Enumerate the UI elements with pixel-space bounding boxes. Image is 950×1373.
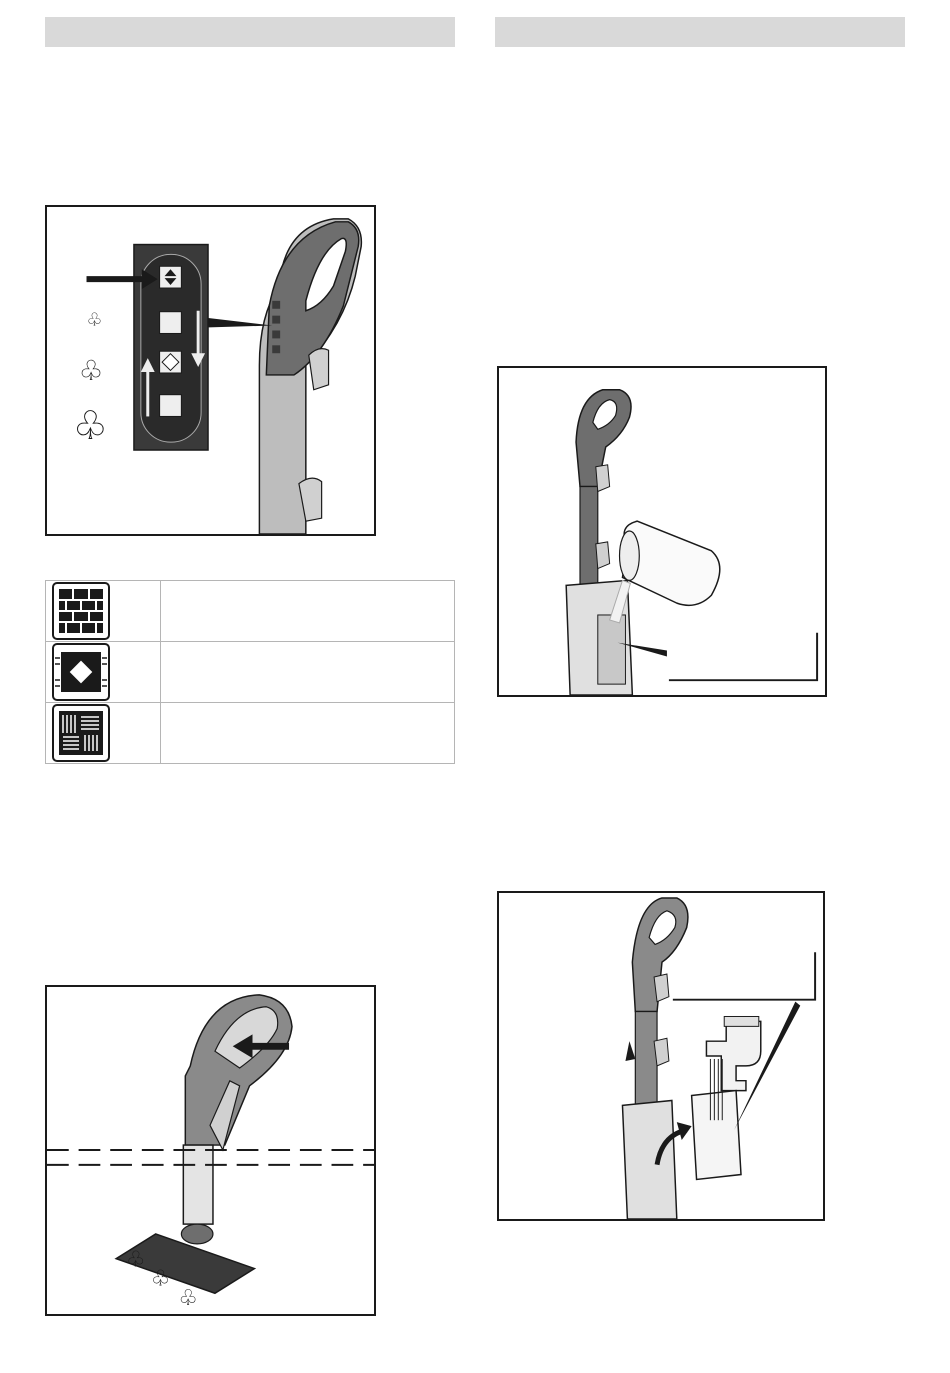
mop-body bbox=[622, 1100, 676, 1219]
mop-joint bbox=[181, 1224, 213, 1244]
control-panel-illustration bbox=[47, 207, 374, 534]
water-tank bbox=[598, 615, 626, 684]
handle-button-3 bbox=[272, 330, 280, 338]
table-row bbox=[46, 703, 455, 764]
brick-icon-cell bbox=[46, 581, 161, 642]
wood-floor-icon bbox=[51, 703, 111, 763]
steam-mode-table bbox=[45, 580, 455, 764]
wood-mode-button bbox=[160, 312, 182, 334]
pitcher-mouth bbox=[620, 531, 640, 580]
tile-floor-icon bbox=[51, 642, 111, 702]
cord-hook-upper bbox=[309, 349, 329, 390]
steam-puff-icon: ♧ bbox=[126, 1247, 146, 1273]
callout-bracket bbox=[673, 952, 815, 999]
cord-hook bbox=[596, 465, 610, 492]
cord-hook bbox=[654, 1038, 669, 1066]
header-bar-right bbox=[495, 17, 905, 47]
steam-high-icon: ♧ bbox=[72, 403, 109, 450]
tile-description bbox=[160, 642, 454, 703]
lift-arrow-icon bbox=[625, 1041, 635, 1061]
table-row bbox=[46, 581, 455, 642]
handle-button-1 bbox=[272, 301, 280, 309]
wood-icon-cell bbox=[46, 703, 161, 764]
water-tank bbox=[692, 1091, 741, 1180]
brick-description bbox=[160, 581, 454, 642]
figure-mop-steam bbox=[45, 985, 376, 1316]
callout-bracket bbox=[669, 633, 817, 680]
mop-body bbox=[183, 1145, 213, 1224]
refill-tap-illustration bbox=[499, 893, 823, 1219]
brick-floor-icon bbox=[51, 581, 111, 641]
handle-button-4 bbox=[272, 345, 280, 353]
figure-refill-tap bbox=[497, 891, 825, 1221]
zoom-pointer bbox=[205, 318, 272, 328]
figure-control-panel bbox=[45, 205, 376, 536]
figure-fill-tank bbox=[497, 366, 827, 697]
steam-low-icon: ♧ bbox=[86, 309, 103, 331]
handle-button-2 bbox=[272, 316, 280, 324]
steam-puff-icon: ♧ bbox=[150, 1266, 171, 1292]
cord-hook bbox=[596, 542, 610, 569]
header-bar-left bbox=[45, 17, 455, 47]
handle-shaft bbox=[580, 487, 598, 591]
tile-icon-cell bbox=[46, 642, 161, 703]
fill-tank-illustration bbox=[499, 368, 825, 695]
handle-shaft bbox=[635, 1012, 657, 1111]
table-row bbox=[46, 642, 455, 703]
steam-medium-icon: ♧ bbox=[78, 353, 104, 387]
wood-description bbox=[160, 703, 454, 764]
steam-puff-icon: ♧ bbox=[178, 1286, 198, 1312]
faucet-lever bbox=[724, 1016, 759, 1026]
brick-mode-button bbox=[160, 395, 182, 417]
cord-hook bbox=[654, 974, 669, 1002]
mop-steam-illustration bbox=[47, 987, 374, 1314]
